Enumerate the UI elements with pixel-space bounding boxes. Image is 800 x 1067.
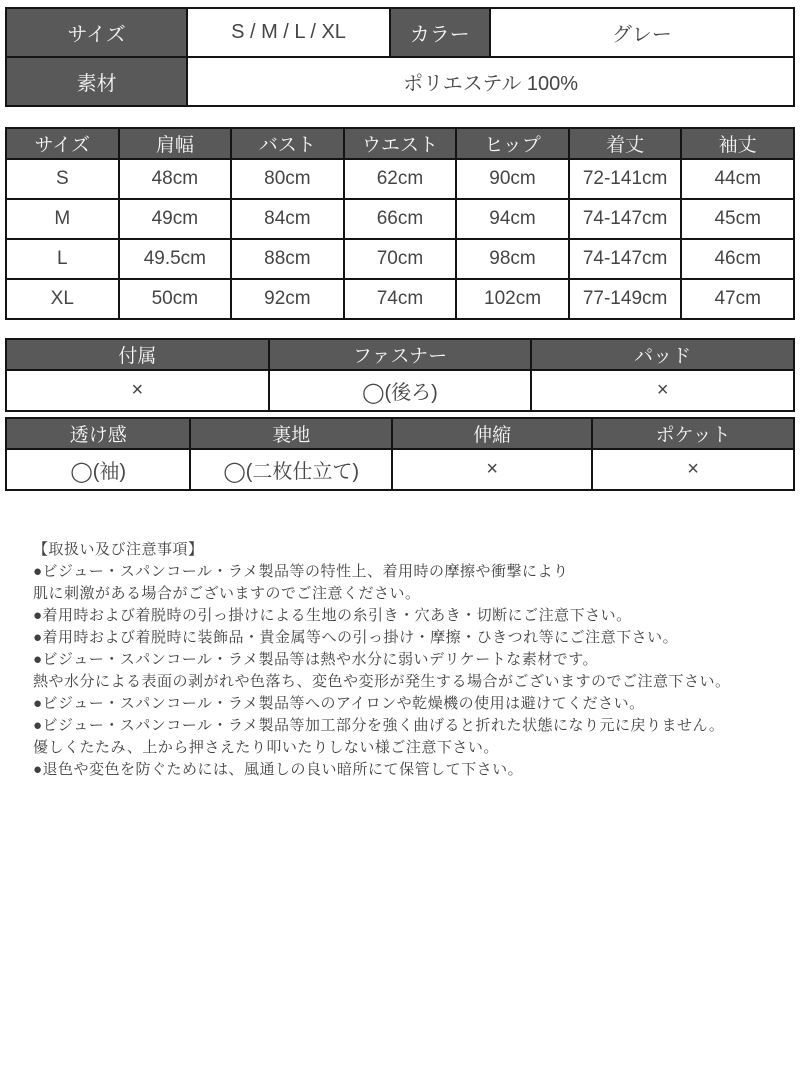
size-row-m <box>6 199 794 239</box>
measurement-cell: 94cm <box>456 199 569 239</box>
measurement-cell: 45cm <box>681 199 794 239</box>
measurement-cell: 49cm <box>119 199 232 239</box>
column-header-sheerness: 透け感 <box>6 418 190 449</box>
features-a-header-row <box>6 339 794 370</box>
measurement-cell: 88cm <box>231 239 344 279</box>
note-line: ●ビジュー・スパンコール・ラメ製品等の特性上、着用時の摩擦や衝撃により <box>33 563 569 580</box>
column-header-lining: 裏地 <box>190 418 392 449</box>
size-cell: XL <box>6 279 119 319</box>
column-header-waist: ウエスト <box>344 128 457 159</box>
measurement-cell: 66cm <box>344 199 457 239</box>
column-header-pad: パッド <box>531 339 794 370</box>
measurement-cell: 84cm <box>231 199 344 239</box>
measurement-cell: 49.5cm <box>119 239 232 279</box>
measurement-cell: 98cm <box>456 239 569 279</box>
note-line: 肌に刺激がある場合がございますのでご注意ください。 <box>33 585 421 602</box>
measurement-cell: 80cm <box>231 159 344 199</box>
note-line: ●退色や変色を防ぐためには、風通しの良い暗所にて保管して下さい。 <box>33 761 524 778</box>
measurement-cell: 74-147cm <box>569 199 682 239</box>
size-row-l <box>6 239 794 279</box>
column-header-accessory: 付属 <box>6 339 269 370</box>
zipper-value-cell: ◯(後ろ) <box>269 370 532 411</box>
measurement-cell: 47cm <box>681 279 794 319</box>
column-header-bust: バスト <box>231 128 344 159</box>
features-b-value-row <box>6 449 794 490</box>
product-info-table <box>5 7 795 107</box>
info-row-size-color <box>6 8 794 57</box>
features-table-a <box>5 338 795 412</box>
note-line: ●着用時および着脱時の引っ掛けによる生地の糸引き・穴あき・切断にご注意下さい。 <box>33 607 632 624</box>
size-cell: M <box>6 199 119 239</box>
column-header-size: サイズ <box>6 128 119 159</box>
column-header-shoulder: 肩幅 <box>119 128 232 159</box>
column-header-length: 着丈 <box>569 128 682 159</box>
features-a-value-row <box>6 370 794 411</box>
color-label-cell: カラー <box>390 8 490 57</box>
color-value-cell: グレー <box>490 8 794 57</box>
column-header-zipper: ファスナー <box>269 339 532 370</box>
size-cell: L <box>6 239 119 279</box>
note-line: ●ビジュー・スパンコール・ラメ製品等へのアイロンや乾燥機の使用は避けてください。 <box>33 695 645 712</box>
size-chart-table <box>5 127 795 320</box>
care-notes-title: 【取扱い及び注意事項】 <box>33 541 204 558</box>
pad-value-cell: × <box>531 370 794 411</box>
note-line: 熱や水分による表面の剥がれや色落ち、変色や変形が発生する場合がございますのでご注意下さい。 <box>33 673 731 690</box>
note-line: 優しくたたみ、上から押さえたり叩いたりしない様ご注意下さい。 <box>33 739 499 756</box>
measurement-cell: 46cm <box>681 239 794 279</box>
features-b-header-row <box>6 418 794 449</box>
column-header-pocket: ポケット <box>592 418 794 449</box>
measurement-cell: 74-147cm <box>569 239 682 279</box>
features-table-b <box>5 417 795 491</box>
measurement-cell: 74cm <box>344 279 457 319</box>
measurement-cell: 77-149cm <box>569 279 682 319</box>
size-chart-header-row <box>6 128 794 159</box>
measurement-cell: 92cm <box>231 279 344 319</box>
size-label-cell: サイズ <box>6 8 187 57</box>
size-row-s <box>6 159 794 199</box>
measurement-cell: 48cm <box>119 159 232 199</box>
lining-value-cell: ◯(二枚仕立て) <box>190 449 392 490</box>
column-header-sleeve: 袖丈 <box>681 128 794 159</box>
measurement-cell: 44cm <box>681 159 794 199</box>
note-line: ●ビジュー・スパンコール・ラメ製品等は熱や水分に弱いデリケートな素材です。 <box>33 651 599 668</box>
sheerness-value-cell: ◯(袖) <box>6 449 190 490</box>
column-header-hip: ヒップ <box>456 128 569 159</box>
measurement-cell: 70cm <box>344 239 457 279</box>
measurement-cell: 72-141cm <box>569 159 682 199</box>
measurement-cell: 102cm <box>456 279 569 319</box>
measurement-cell: 62cm <box>344 159 457 199</box>
measurement-cell: 90cm <box>456 159 569 199</box>
info-row-material <box>6 57 794 106</box>
size-value-cell: S / M / L / XL <box>187 8 390 57</box>
size-cell: S <box>6 159 119 199</box>
material-label-cell: 素材 <box>6 57 187 106</box>
stretch-value-cell: × <box>392 449 592 490</box>
note-line: ●着用時および着脱時に装飾品・貴金属等への引っ掛け・摩擦・ひきつれ等にご注意下さい。 <box>33 629 679 646</box>
measurement-cell: 50cm <box>119 279 232 319</box>
pocket-value-cell: × <box>592 449 794 490</box>
accessory-value-cell: × <box>6 370 269 411</box>
material-value-cell: ポリエステル 100% <box>187 57 794 106</box>
note-line: ●ビジュー・スパンコール・ラメ製品等加工部分を強く曲げると折れた状態になり元に戻りません。 <box>33 717 725 734</box>
column-header-stretch: 伸縮 <box>392 418 592 449</box>
size-row-xl <box>6 279 794 319</box>
care-notes <box>5 539 795 781</box>
